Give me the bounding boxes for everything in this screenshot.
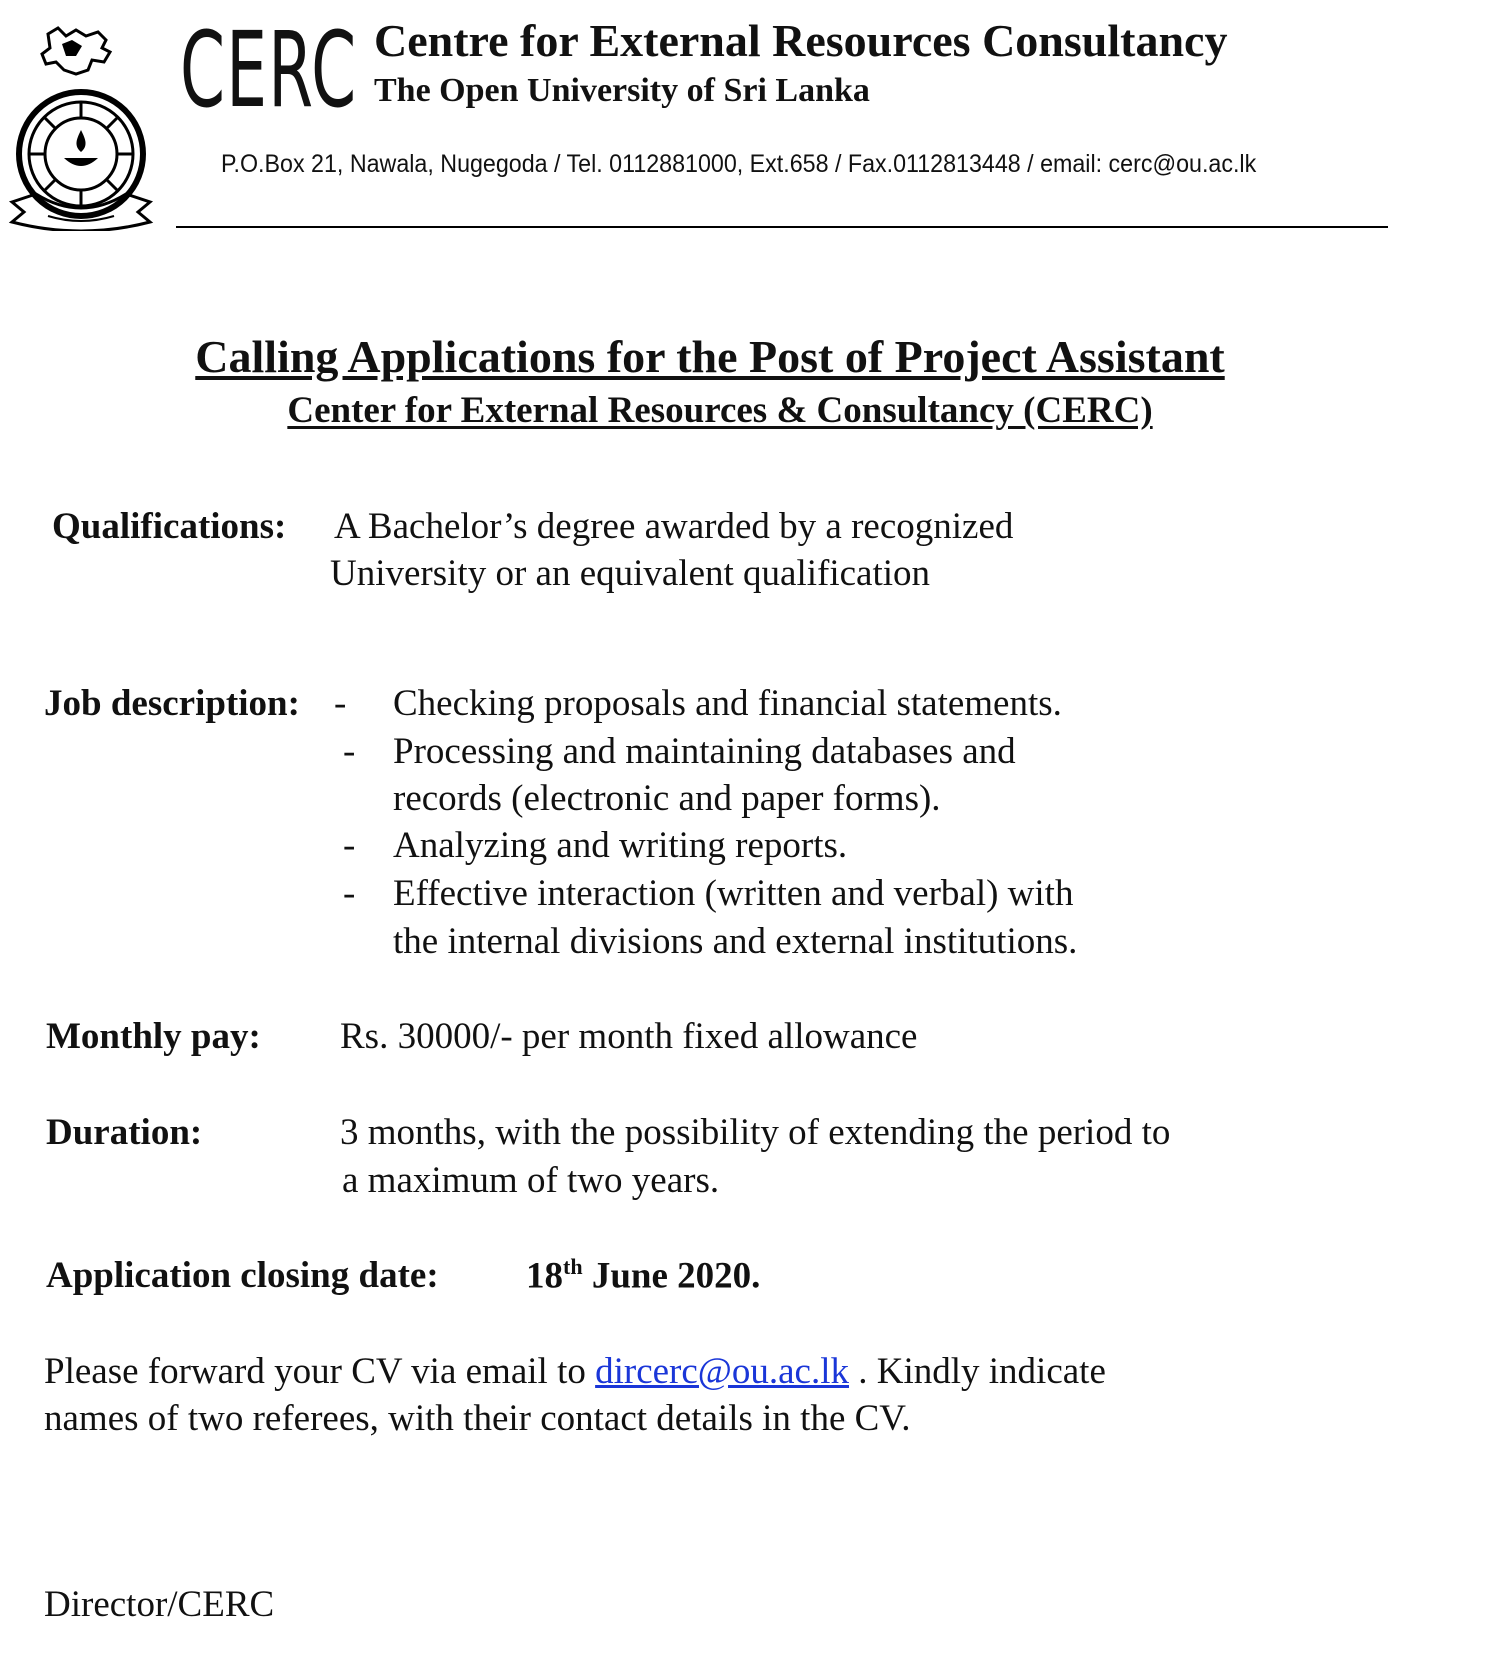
header-divider xyxy=(176,226,1388,228)
qualifications-label: Qualifications: xyxy=(52,506,287,547)
job-description-item-continued: the internal divisions and external institutions. xyxy=(393,921,1078,962)
closing-date-label: Application closing date: xyxy=(46,1255,439,1296)
closing-month-year: June 2020. xyxy=(591,1255,761,1297)
monthly-pay-value: Rs. 30000/- per month fixed allowance xyxy=(340,1016,918,1057)
job-description-item-continued: records (electronic and paper forms). xyxy=(393,778,941,819)
closing-day-suffix: th xyxy=(563,1254,583,1279)
instructions-text: Please forward your CV via email to xyxy=(44,1351,586,1392)
instructions-text: . Kindly indicate xyxy=(858,1351,1106,1392)
list-bullet: - xyxy=(343,731,356,772)
list-bullet: - xyxy=(334,683,347,724)
duration-line: a maximum of two years. xyxy=(342,1160,720,1201)
job-description-item: Effective interaction (written and verbal) with xyxy=(393,873,1074,914)
list-bullet: - xyxy=(343,825,356,866)
monthly-pay-label: Monthly pay: xyxy=(46,1016,261,1057)
signature: Director/CERC xyxy=(44,1584,275,1625)
duration-line: 3 months, with the possibility of extending the period to xyxy=(340,1112,1171,1153)
contact-details: P.O.Box 21, Nawala, Nugegoda / Tel. 0112881000, Ext.658 / Fax.0112813448 / email: cerc@ou.ac.lk xyxy=(221,150,1257,178)
duration-label: Duration: xyxy=(46,1112,203,1153)
instructions-line xyxy=(44,1350,1106,1393)
page-subtitle: Center for External Resources & Consultancy (CERC) xyxy=(287,390,1153,431)
university-emblem-icon xyxy=(6,26,156,231)
cerc-logotype: CERC xyxy=(180,9,358,131)
job-description-label: Job description: xyxy=(44,683,300,724)
page-title: Calling Applications for the Post of Project Assistant xyxy=(195,331,1225,382)
closing-date-value xyxy=(526,1254,760,1297)
qualifications-line: A Bachelor’s degree awarded by a recognized xyxy=(334,506,1014,547)
organization-name: Centre for External Resources Consultancy xyxy=(374,15,1228,66)
job-description-item: Checking proposals and financial statements. xyxy=(393,683,1062,724)
job-description-item: Processing and maintaining databases and xyxy=(393,731,1016,772)
university-name: The Open University of Sri Lanka xyxy=(374,72,870,109)
list-bullet: - xyxy=(343,873,356,914)
instructions-line: names of two referees, with their contact details in the CV. xyxy=(44,1398,911,1439)
email-link[interactable]: dircerc@ou.ac.lk xyxy=(595,1351,849,1392)
qualifications-line: University or an equivalent qualification xyxy=(330,553,931,594)
closing-day: 18 xyxy=(526,1255,563,1297)
job-description-item: Analyzing and writing reports. xyxy=(393,825,848,866)
